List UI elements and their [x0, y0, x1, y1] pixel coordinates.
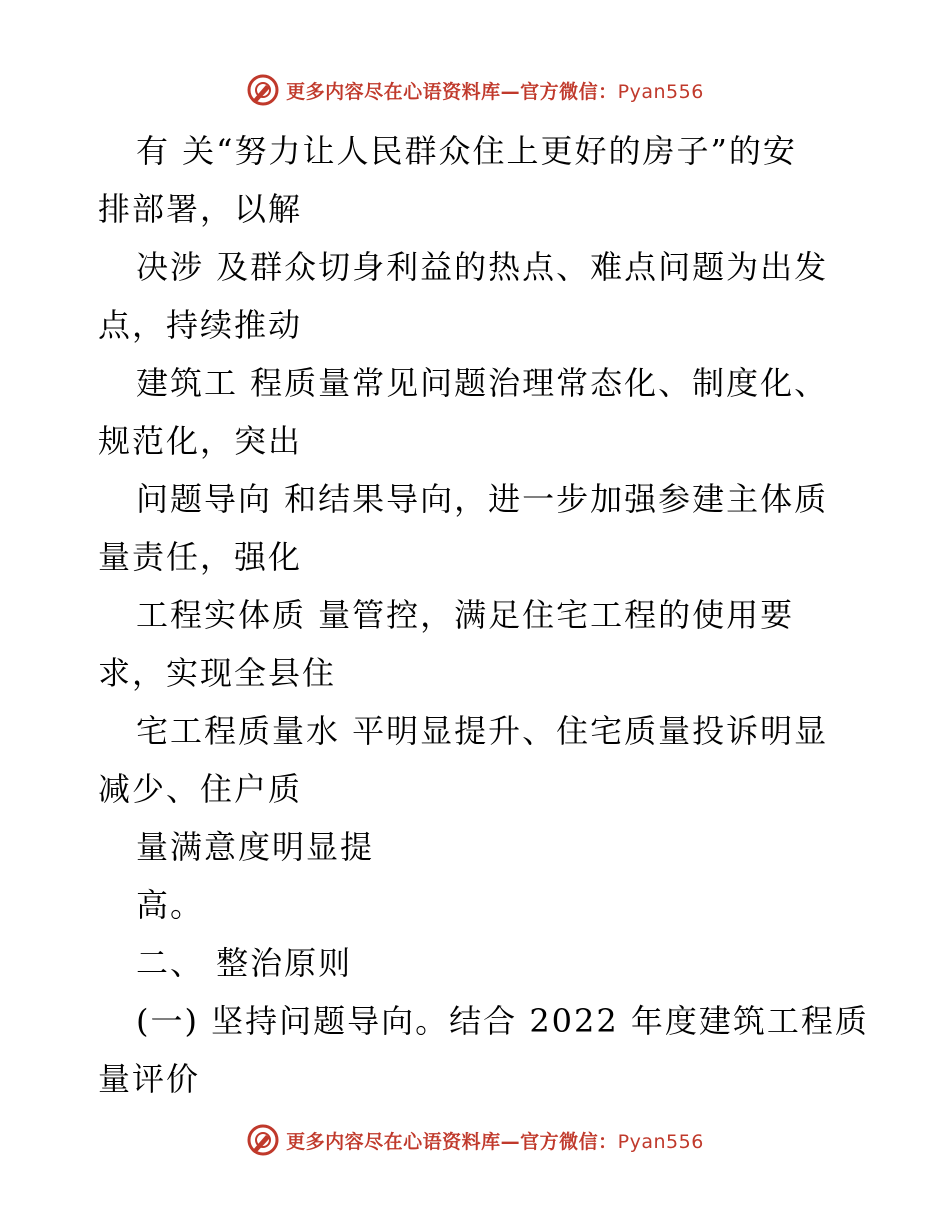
- body-line: 宅工程质量水 平明显提升、住宅质量投诉明显: [136, 712, 829, 750]
- body-line: 求，实现全县住: [98, 654, 337, 692]
- body-line: 规范化，突出: [98, 422, 303, 460]
- body-line: 建筑工 程质量常见问题治理常态化、制度化、: [136, 364, 829, 402]
- document-body: [98, 122, 869, 1108]
- body-line: 有 关“努力让人民群众住上更好的房子”的安: [136, 132, 797, 170]
- body-line: 问题导向 和结果导向，进一步加强参建主体质: [136, 480, 829, 518]
- body-line: 高。: [136, 886, 205, 924]
- body-line: 点，持续推动: [98, 306, 303, 344]
- watermark-wechat-id: Pyan556: [617, 1130, 704, 1153]
- footer-watermark: [0, 1120, 950, 1160]
- watermark-text: [286, 1127, 704, 1154]
- body-line: 量满意度明显提: [136, 828, 375, 866]
- brand-logo-icon: [246, 1123, 280, 1157]
- watermark-cn-text: 更多内容尽在心语资料库—官方微信：: [286, 1130, 618, 1153]
- body-line: 决涉 及群众切身利益的热点、难点问题为出发: [136, 248, 829, 286]
- body-line: 工程实体质 量管控，满足住宅工程的使用要: [136, 596, 795, 634]
- body-line: 量评价: [98, 1060, 201, 1098]
- body-line: 量责任，强化: [98, 538, 303, 576]
- watermark-cn-text: 更多内容尽在心语资料库—官方微信：: [286, 80, 618, 103]
- brand-logo-icon: [246, 73, 280, 107]
- body-line: 排部署，以解: [98, 190, 303, 228]
- watermark-text: [286, 77, 704, 104]
- watermark-wechat-id: Pyan556: [617, 80, 704, 103]
- body-line: (一) 坚持问题导向。结合 2022 年度建筑工程质: [136, 1002, 869, 1040]
- header-watermark: [0, 70, 950, 110]
- section-heading: 二、 整治原则: [136, 944, 353, 982]
- body-line: 减少、住户质: [98, 770, 303, 808]
